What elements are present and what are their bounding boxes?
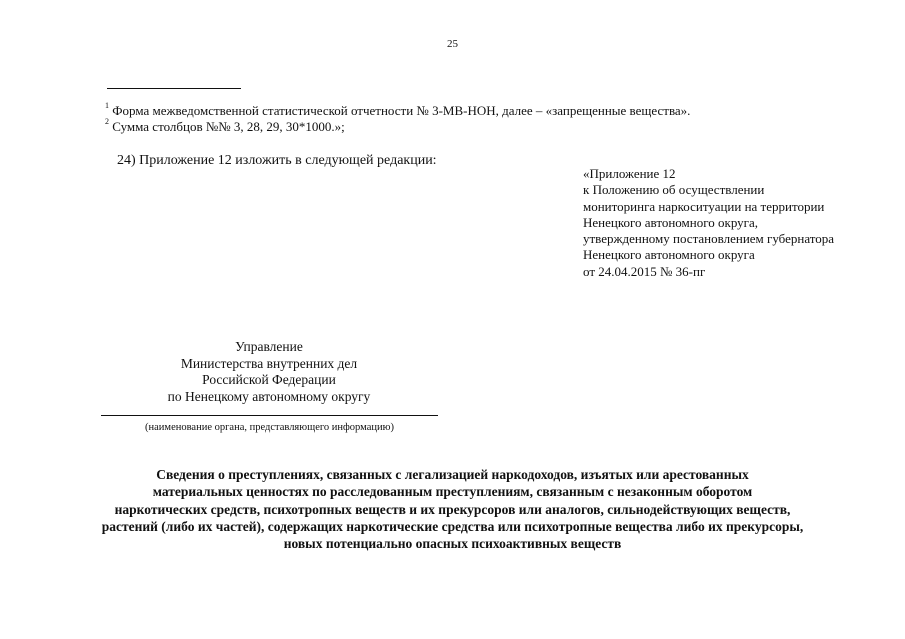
appendix-header-line: утвержденному постановлением губернатора <box>583 231 835 247</box>
footnote-separator <box>107 88 241 89</box>
footnote-1-mark: 1 <box>105 101 109 110</box>
page-number: 25 <box>447 38 458 50</box>
footnote-2-text: Сумма столбцов №№ 3, 28, 29, 30*1000.»; <box>112 119 345 134</box>
agency-line: Управление <box>235 339 303 354</box>
footnote-1-text: Форма межведомственной статистической отчетности № 3-МВ-НОН, далее – «запрещенные вещества». <box>112 103 691 118</box>
amendment-item-24: 24) Приложение 12 изложить в следующей редакции: <box>117 153 437 168</box>
footnote-2 <box>105 119 345 135</box>
appendix-header-line: «Приложение 12 <box>583 166 676 181</box>
form-title-line: новых потенциально опасных психоактивных веществ <box>283 536 622 552</box>
agency-line: Министерства внутренних дел <box>180 355 358 371</box>
agency-line: Российской Федерации <box>202 372 336 387</box>
form-title-line: наркотических средств, психотропных веществ и их прекурсоров или аналогов, сильнодействующих веществ, <box>114 501 791 517</box>
appendix-header-line: от 24.04.2015 № 36-пг <box>583 263 706 279</box>
appendix-header-line: Ненецкого автономного округа, <box>583 214 758 230</box>
form-title-line: материальных ценностях по расследованным преступлениям, связанным с незаконным оборотом <box>152 484 753 500</box>
appendix-header-line: Ненецкого автономного округа <box>583 247 755 263</box>
agency-underline <box>101 415 438 416</box>
appendix-header <box>583 166 834 280</box>
form-title-line: Сведения о преступлениях, связанных с легализацией наркодоходов, изъятых или арестованных <box>156 467 749 482</box>
form-title <box>60 466 845 552</box>
agency-line: по Ненецкому автономному округу <box>167 388 371 404</box>
appendix-header-line: мониторинга наркоситуации на территории <box>583 198 825 214</box>
appendix-header-line: к Положению об осуществлении <box>583 182 765 198</box>
footnote-2-mark: 2 <box>105 117 109 126</box>
footnote-1 <box>105 103 690 119</box>
agency-caption: (наименование органа, представляющего информацию) <box>145 422 394 433</box>
agency-name-block <box>130 339 408 405</box>
form-title-line: растений (либо их частей), содержащих наркотические средства или психотропные вещества либо их прекурсоры, <box>101 518 804 534</box>
